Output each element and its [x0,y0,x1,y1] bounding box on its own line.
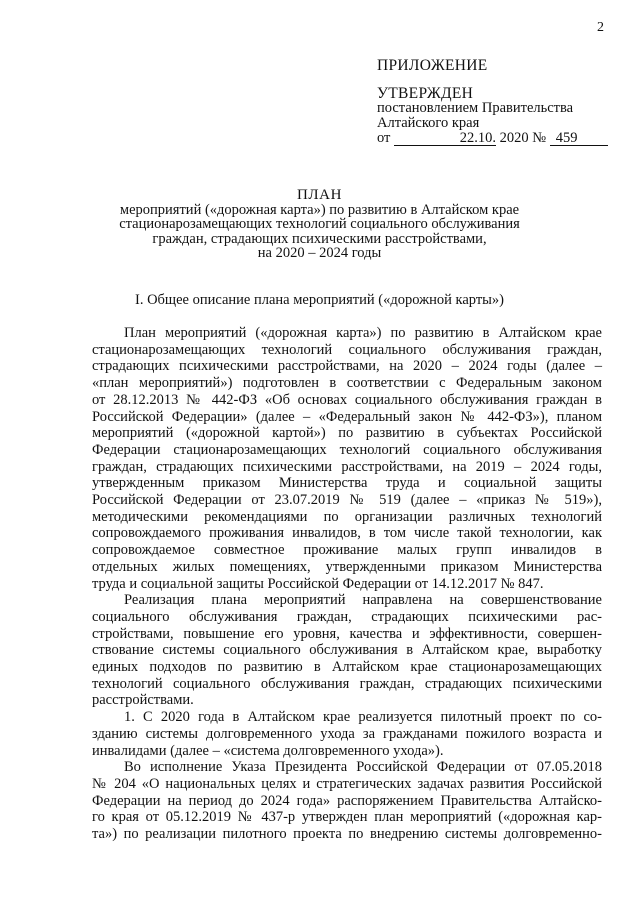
paragraph-line: Реализация плана мероприятий направлена на совершенствование [124,592,602,609]
paragraph-line: го края от 05.12.2019 № 437-р утвержден план мероприятий («дорожная кар- [92,809,602,826]
paragraph [92,709,602,759]
paragraph-line: технологий социального обслуживания граждан, страдающих психическими [92,675,602,692]
paragraph [92,759,602,843]
page-number: 2 [597,20,604,35]
paragraph-line: Российской Федерации от 23.07.2019 № 519 (далее – «приказ № 519»), [92,492,602,509]
paragraph-line: План мероприятий («дорожная карта») по развитию в Алтайском крае [124,325,602,341]
paragraph-line: мероприятий («дорожной картой») по развитию в субъектах Российской [92,425,602,442]
approved-label: УТВЕРЖДЕН [377,85,474,102]
paragraph-line: граждан, страдающих психическими расстройствами, на 2019 – 2024 годы, [92,458,602,475]
paragraph-line: та») по реализации пилотного проекта по внедрению системы долговременно- [92,826,602,843]
appendix-title: ПРИЛОЖЕНИЕ [377,57,488,74]
paragraph-line: сопровождаемое совместное проживание малых групп инвалидов в [92,542,602,559]
approval-line-1: постановлением Правительства [377,100,574,116]
approval-block [377,58,617,146]
paragraph-line: ствование системы социального обслуживания в Алтайском крае, выработку [92,642,602,659]
document-title [0,188,639,261]
paragraph-line: страдающих психическими расстройствами, на 2020 – 2024 годы (далее – [92,358,602,375]
paragraph-line: Во исполнение Указа Президента Российской Федерации от 07.05.2018 [124,759,602,776]
paragraph-line: № 204 «О национальных целях и стратегических задачах развития Российской [92,775,602,792]
paragraph-line: Российской Федерации» (далее – «Федеральный закон № 442-ФЗ»), планом [92,408,602,425]
title-line: мероприятий («дорожная карта») по развитию в Алтайском крае [119,201,520,218]
section-heading: I. Общее описание плана мероприятий («дорожной карты») [134,292,504,308]
paragraph-line: отдельных жилых помещениях, утвержденными приказом Министерства [92,558,602,575]
plan-heading: ПЛАН [296,187,343,203]
paragraph-line: от 28.12.2013 № 442-ФЗ «Об основах социального обслуживания граждан в [92,391,602,408]
paragraph-line: инвалидами (далее – «система долговременного ухода»). [92,742,444,759]
paragraph [92,592,602,709]
title-line: на 2020 – 2024 годы [257,245,382,261]
paragraph [92,325,602,592]
approval-date-row [377,131,617,146]
paragraph-line: сопровождаемого проживания инвалидов, в том числе такой технологии, как [92,525,602,542]
paragraph-line: стационарозамещающих технологий социального обслуживания граждан, [92,341,602,358]
paragraph-line: «план мероприятий») подготовлен в соответствии с Федеральным законом [92,375,602,392]
title-line: граждан, страдающих психическими расстройствами, [152,230,487,247]
approval-year: 2020 № [499,130,547,146]
paragraph-line: 1. С 2020 года в Алтайском крае реализуется пилотный проект по со- [124,709,602,726]
paragraph-line: стройствами, повышение его уровня, качества и эффективности, совершен- [92,625,602,642]
paragraph-line: Федерации стационарозамещающих технологий социального обслуживания [92,441,602,458]
paragraph-line: труда и социальной защиты Российской Федерации от 14.12.2017 № 847. [92,575,544,592]
paragraph-line: методическими рекомендациями по организации различных технологий [92,508,602,525]
approval-number: 459 [550,131,608,146]
paragraph-line: социального обслуживания граждан, страдающих психическими рас- [92,608,602,625]
paragraph-line: зданию системы долговременного ухода за гражданами пожилого возраста и [92,725,602,742]
paragraph-line: утвержденным приказом Министерства труда и социальной защиты [92,475,602,492]
approval-line-2: Алтайского края [377,115,480,131]
title-line: стационарозамещающих технологий социального обслуживания [119,216,520,232]
paragraph-line: единых подходов по развитию в Алтайском крае стационарозамещающих [92,659,602,676]
paragraph-line: расстройствами. [92,692,194,709]
approval-date: 22.10. [394,131,496,146]
paragraph-line: Федерации на период до 2024 года» распоряжением Правительства Алтайско- [92,792,602,809]
body-text [92,325,602,843]
date-prefix: от [377,130,391,146]
